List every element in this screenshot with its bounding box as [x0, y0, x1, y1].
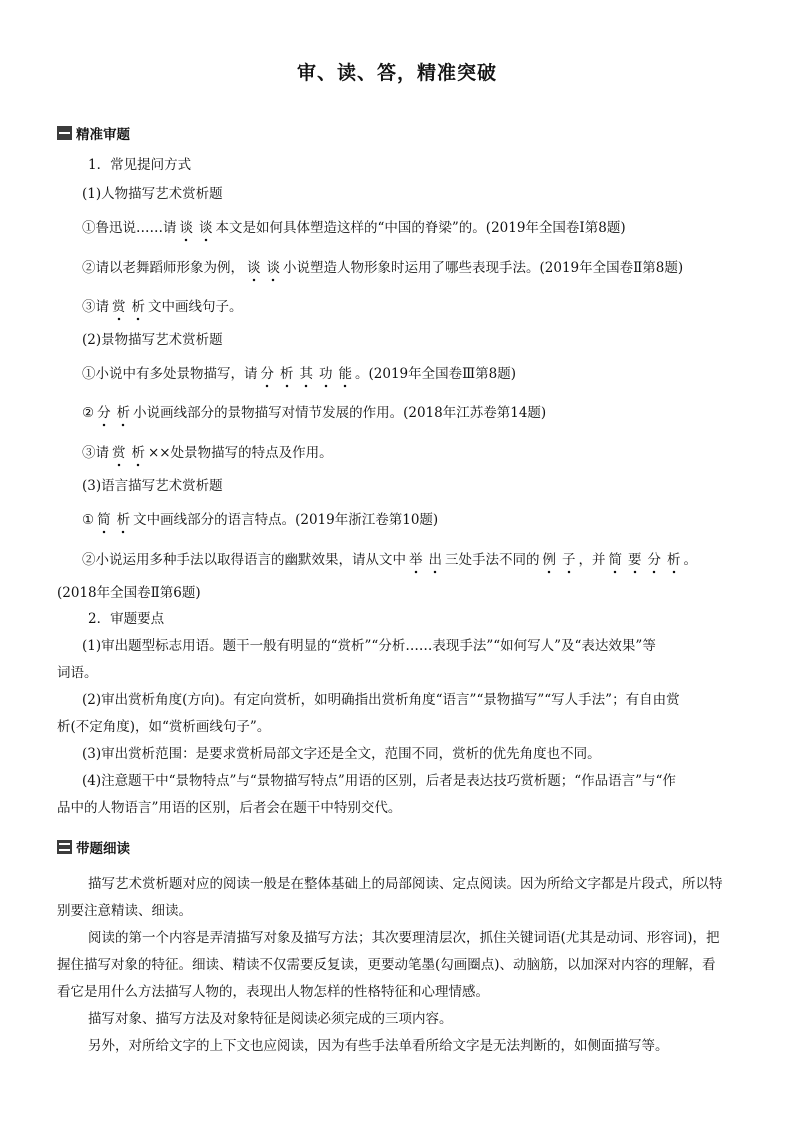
question-line: ①小说中有多处景物描写，请 分 析 其 功 能 。(2019年全国卷Ⅲ第8题) — [82, 364, 516, 388]
paragraph-line: 另外，对所给文字的上下文也应阅读，因为有些手法单看所给文字是无法判断的，如侧面描写等。 — [88, 1038, 669, 1054]
section-two-icon — [57, 840, 72, 854]
section-label: 精准审题 — [76, 127, 130, 143]
group-heading: (2)景物描写艺术赏析题 — [82, 332, 223, 348]
paragraph-line: 阅读的第一个内容是弄清描写对象及描写方法；其次要理清层次，抓住关键词语(尤其是动词、形容词)，把 — [88, 930, 720, 946]
group-heading: (1)人物描写艺术赏析题 — [82, 186, 223, 202]
point-line: 析(不定角度)，如“赏析画线句子”。 — [57, 719, 271, 735]
section-label: 带题细读 — [76, 841, 130, 857]
question-line: ① 简 析 文中画线部分的语言特点。(2019年浙江卷第10题) — [82, 510, 438, 534]
subheading: 1．常见提问方式 — [88, 157, 192, 173]
point-line: 词语。 — [57, 665, 98, 681]
section-header-1 — [57, 123, 130, 143]
question-line: ②请以老舞蹈师形象为例， 谈 谈 小说塑造人物形象时运用了哪些表现手法。(2019年全国卷Ⅱ第8题) — [82, 258, 683, 282]
paragraph-line: 握住描写对象的特征。细读、精读不仅需要反复读，更要动笔墨(勾画圈点)、动脑筋，以加深对内容的理解，看 — [57, 957, 716, 973]
paragraph-line: 描写艺术赏析题对应的阅读一般是在整体基础上的局部阅读、定点阅读。因为所给文字都是片段式，所以特 — [88, 876, 723, 892]
group-heading: (3)语言描写艺术赏析题 — [82, 478, 223, 494]
paragraph-line: 别要注意精读、细读。 — [57, 903, 192, 919]
subheading: 2．审题要点 — [88, 611, 165, 627]
question-line: ①鲁迅说……请 谈 谈 本文是如何具体塑造这样的“中国的脊梁”的。(2019年全国卷Ⅰ第8题) — [82, 218, 626, 242]
question-line: ③请 赏 析 ××处景物描写的特点及作用。 — [82, 443, 333, 467]
question-continuation: (2018年全国卷Ⅱ第6题) — [57, 585, 201, 601]
question-line: ②小说运用多种手法以取得语言的幽默效果，请从文中 举 出 三处手法不同的 例 子 ，并 简 要 分 析 。 — [82, 550, 697, 574]
page-title: 审、读、答，精准突破 — [296, 62, 497, 84]
paragraph-line: 看它是用什么方法描写人物的，表现出人物怎样的性格特征和心理情感。 — [57, 984, 489, 1000]
question-line: ② 分 析 小说画线部分的景物描写对情节发展的作用。(2018年江苏卷第14题) — [82, 403, 546, 427]
point-line: (1)审出题型标志用语。题干一般有明显的“赏析”“分析……表现手法”“如何写人”及“表达效果”等 — [82, 638, 656, 654]
point-line: (3)审出赏析范围：是要求赏析局部文字还是全文，范围不同，赏析的优先角度也不同。 — [82, 746, 601, 762]
question-line: ③请 赏 析 文中画线句子。 — [82, 297, 243, 321]
section-header-2 — [57, 837, 130, 857]
point-line: 品中的人物语言”用语的区别，后者会在题干中特别交代。 — [57, 800, 402, 816]
section-one-icon — [57, 126, 72, 140]
point-line: (2)审出赏析角度(方向)。有定向赏析，如明确指出赏析角度“语言”“景物描写”“写人手法”；有自由赏 — [82, 692, 680, 708]
paragraph-line: 描写对象、描写方法及对象特征是阅读必须完成的三项内容。 — [88, 1011, 453, 1027]
point-line: (4)注意题干中“景物特点”与“景物描写特点”用语的区别，后者是表达技巧赏析题；“作品语言”与“作 — [82, 773, 676, 789]
